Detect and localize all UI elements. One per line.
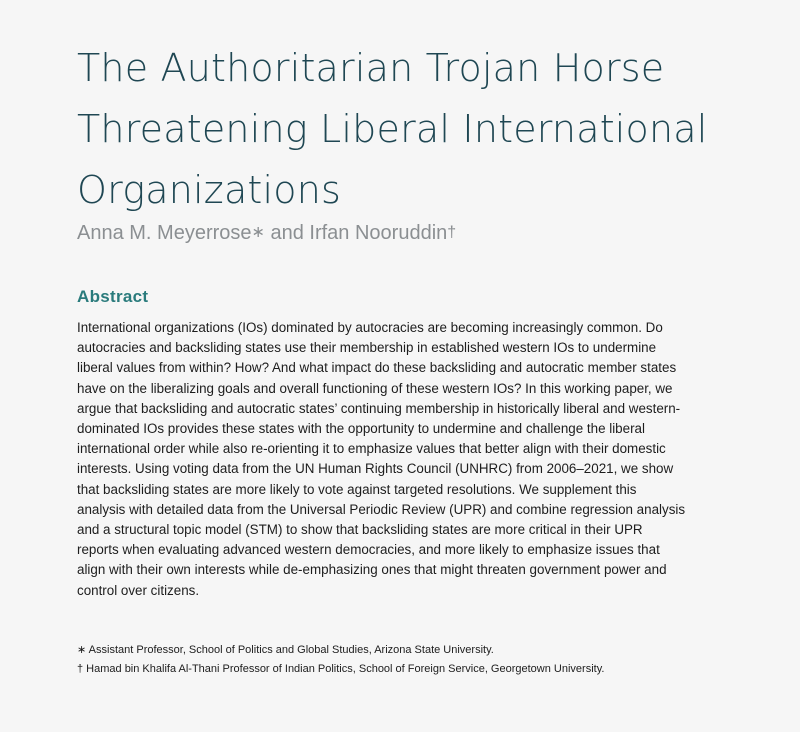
abstract-line: dominated IOs provides these states with the opportunity to undermine and challenge the liberal (77, 421, 645, 437)
footnote-mark[interactable]: † (447, 224, 457, 241)
abstract-line: argue that backsliding and autocratic states’ continuing membership in historically liberal and western- (77, 400, 681, 416)
author-list (77, 220, 456, 246)
abstract-line: autocracies and backsliding states use their membership in established western IOs to undermine (77, 340, 657, 356)
abstract-line: analysis with detailed data from the Universal Periodic Review (UPR) and combine regression analysis (77, 501, 686, 517)
author-name: Anna M. Meyerrose (77, 222, 252, 244)
abstract-text (77, 318, 727, 601)
abstract-line: liberal values from within? How? And what impact do these backsliding and autocratic member states (77, 360, 677, 376)
abstract-line: reports when evaluating advanced western democracies, and more likely to emphasize issues that (77, 542, 660, 558)
footnote-affiliation: † Hamad bin Khalifa Al-Thani Professor of Indian Politics, School of Foreign Service, Georgetown University. (77, 663, 605, 675)
author-connector: and (264, 222, 310, 244)
paper-title (77, 38, 757, 221)
abstract-line: control over citizens. (77, 582, 200, 598)
abstract-line: International organizations (IOs) dominated by autocracies are becoming increasingly common. Do (77, 320, 663, 335)
footnote-mark[interactable]: ∗ (251, 224, 265, 241)
abstract-heading: Abstract (77, 287, 149, 306)
footnote-affiliation: ∗ Assistant Professor, School of Politics and Global Studies, Arizona State University. (77, 644, 494, 656)
author-name: Irfan Nooruddin (309, 222, 448, 244)
abstract-line: international order while also re-orienting it to emphasize values that better align with their domestic (77, 441, 666, 457)
title-line: Organizations (77, 168, 342, 212)
abstract-line: interests. Using voting data from the UN Human Rights Council (UNHRC) from 2006–2021, we show (77, 461, 674, 477)
footnotes (77, 641, 604, 679)
abstract-line: align with their own interests while de-emphasizing ones that might threaten government power and (77, 562, 667, 578)
title-line: Threatening Liberal International (77, 107, 708, 151)
abstract-line: that backsliding states are more likely to vote against targeted resolutions. We supplement this (77, 481, 637, 497)
title-line: The Authoritarian Trojan Horse (77, 46, 665, 90)
abstract-line: have on the liberalizing goals and overall functioning of these western IOs? In this working paper, we (77, 380, 673, 396)
abstract-line: and a structural topic model (STM) to show that backsliding states are more critical in their UPR (77, 522, 643, 538)
